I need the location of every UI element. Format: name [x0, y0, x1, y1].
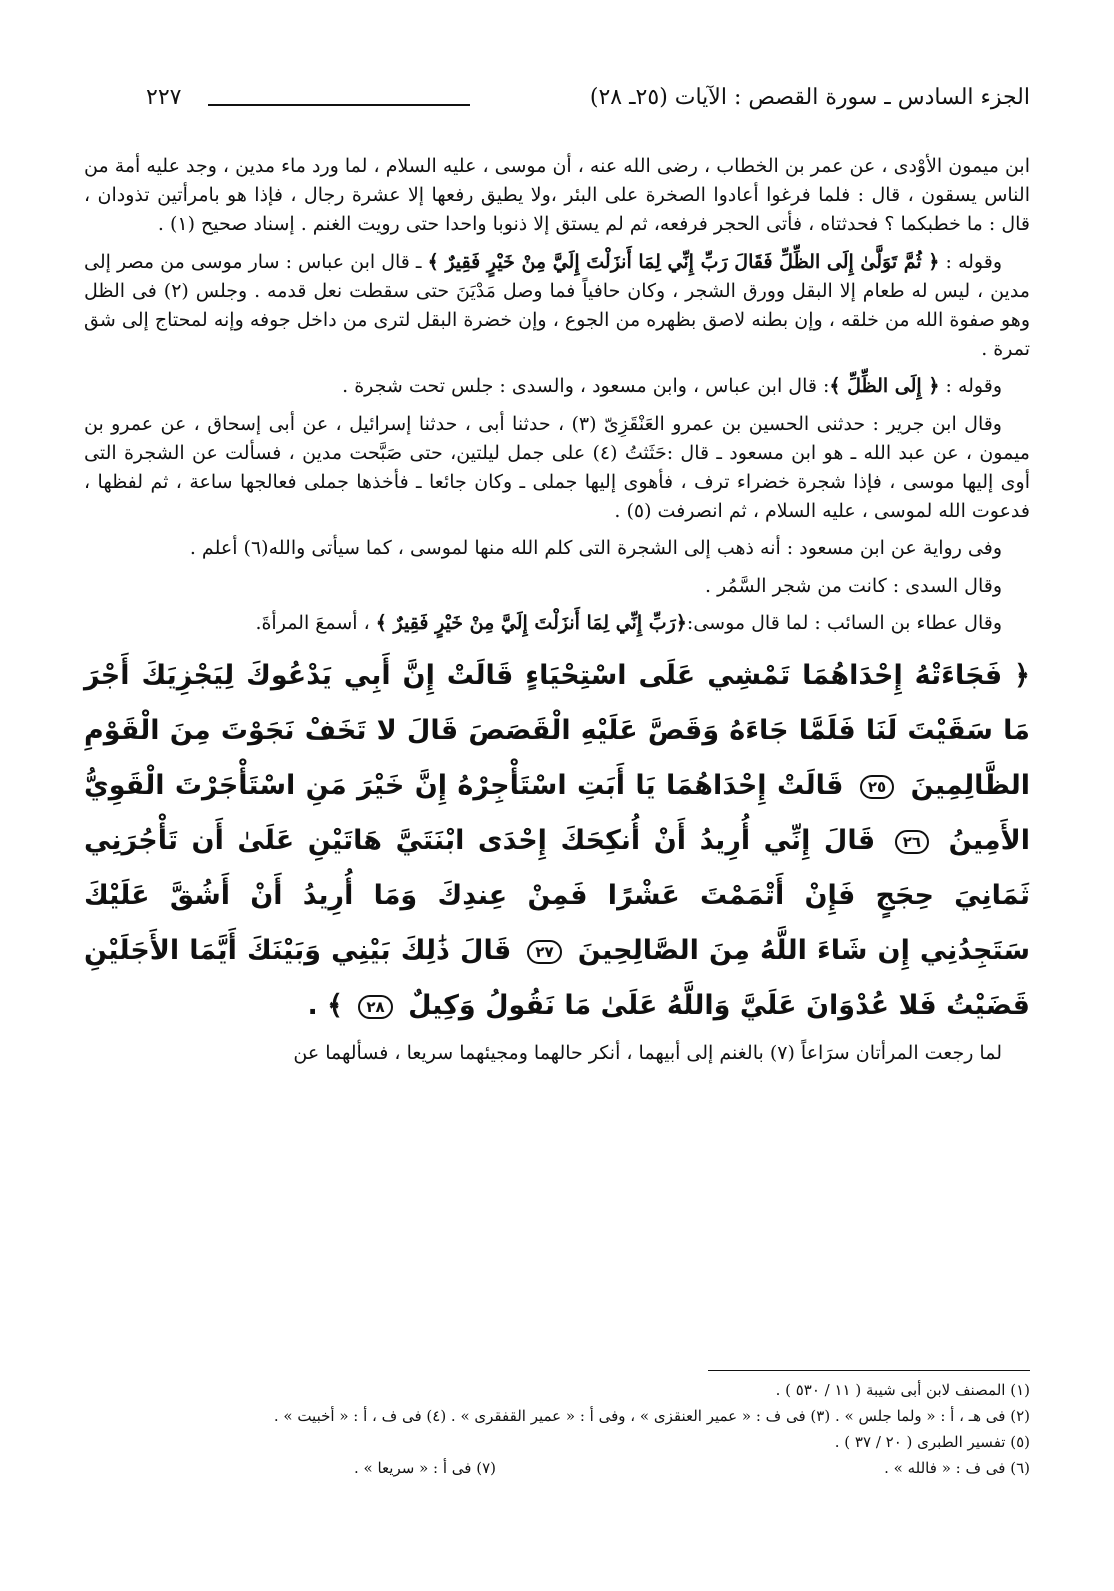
running-header — [146, 78, 1030, 118]
paragraph-3 — [84, 372, 1030, 401]
verse-text: ﴿ فَجَاءَتْهُ إِحْدَاهُمَا تَمْشِي عَلَى اسْتِحْيَاءٍ قَالَتْ إِنَّ أَبِي يَدْعُوكَ لِيَجْزِيَكَ أَجْرَ مَا سَقَيْتَ لَنَا فَلَمَّا جَاءَهُ وَقَصَّ عَلَيْهِ الْقَصَصَ قَالَ لا تَخَفْ نَجَوْتَ مِنَ الْقَوْمِ الظَّالِمِينَ — [84, 660, 1031, 802]
footnote-line: (١) المصنف لابن أبى شيبة ( ١١ / ٥٣٠ ) . — [775, 1381, 1030, 1399]
paragraph-2-commentary: ـ قال ابن عباس : سار موسى من مصر إلى مدين ، ليس له طعام إلا البقل وورق الشجر ، وكان حافياً فما وصل مَدْيَنَ حتى سقطت نعل قدمه . وجلس (٢) فى الظل وهو صفوة الله من خلقه ، وإن بطنه لاصق بظهره من الجوع ، وإن خضرة البقل لترى من داخل جوفه وإنه لمحتاج إلى شق تمرة . — [84, 250, 1030, 361]
quran-verses-block — [84, 648, 1030, 1033]
quran-quote: ﴿ ثُمَّ تَوَلَّىٰ إِلَى الظِّلِّ فَقَالَ رَبِّ إِنِّي لِمَا أَنزَلْتَ إِلَيَّ مِنْ خَيْرٍ فَقِيرٌ ﴾ — [427, 250, 940, 273]
paragraph-2 — [84, 248, 1030, 365]
verse-text: قَالَ ذَٰلِكَ بَيْنِي وَبَيْنَكَ أَيَّمَا الأَجَلَيْنِ قَضَيْتُ فَلا عُدْوَانَ عَلَيَّ وَاللَّهُ عَلَىٰ مَا نَقُولُ وَكِيلٌ — [84, 935, 1030, 1022]
paragraph-3-intro: وقوله : — [939, 375, 1002, 398]
footnotes — [84, 1370, 1030, 1481]
footnote-line — [84, 1455, 1030, 1481]
footnote-line: (٥) تفسير الطبرى ( ٢٠ / ٣٧ ) . — [834, 1433, 1030, 1451]
footnote-rule — [708, 1370, 1030, 1371]
verse-text: قَالَ إِنِّي أُرِيدُ أَنْ أُنكِحَكَ إِحْدَى ابْنَتَيَّ هَاتَيْنِ عَلَىٰ أَن تَأْجُرَنِي ثَمَانِيَ حِجَجٍ فَإِنْ أَتْمَمْتَ عَشْرًا فَمِنْ عِندِكَ وَمَا أُرِيدُ أَنْ أَشُقَّ عَلَيْكَ سَتَجِدُنِي إِن شَاءَ اللَّهُ مِنَ الصَّالِحِينَ — [84, 825, 1031, 967]
paragraph-3-commentary: : قال ابن عباس ، وابن مسعود ، والسدى : جلس تحت شجرة . — [342, 375, 830, 398]
page-body — [84, 152, 1030, 1076]
ayah-number-marker: ٢٨ — [358, 995, 392, 1019]
paragraph-5: وفى رواية عن ابن مسعود : أنه ذهب إلى الشجرة التى كلم الله منها لموسى ، كما سيأتى والله(٦) أعلم . — [189, 537, 1002, 560]
paragraph-7 — [84, 609, 1030, 638]
paragraph-7-commentary: ، أسمعَ المرأةَ. — [255, 611, 376, 634]
paragraph-6: وقال السدى : كانت من شجر السَّمُر . — [704, 574, 1002, 597]
quran-quote: ﴿رَبِّ إِنِّي لِمَا أَنزَلْتَ إِلَيَّ مِنْ خَيْرٍ فَقِيرٌ ﴾ — [375, 611, 687, 634]
header-title: الجزء السادس ـ سورة القصص : الآيات (٢٥ـ ٢٨) — [589, 85, 1030, 110]
footnote-line: (٢) فى هـ ، أ : « ولما جلس » . (٣) فى ف : « عمير العنقزى » ، وفى أ : « عمير القفقرى » . (٤) فى ف ، أ : « أخبيت » . — [273, 1407, 1030, 1425]
footnote-7: (٧) فى أ : « سريعا » . — [354, 1459, 496, 1477]
verse-text: قَالَتْ إِحْدَاهُمَا يَا أَبَتِ اسْتَأْجِرْهُ إِنَّ خَيْرَ مَنِ اسْتَأْجَرْتَ الْقَوِيُّ الأَمِينُ — [84, 770, 1031, 857]
quran-quote: ﴿ إِلَى الظِّلِّ ﴾ — [829, 375, 940, 398]
ayah-number-marker: ٢٥ — [860, 775, 894, 799]
verse-end: ﴾ . — [307, 990, 343, 1022]
ayah-number-marker: ٢٧ — [527, 940, 561, 964]
paragraph-7-intro: وقال عطاء بن السائب : لما قال موسى: — [686, 611, 1002, 634]
footnote-6: (٦) فى ف : « فالله » . — [884, 1459, 1030, 1477]
ayah-number-marker: ٢٦ — [895, 830, 929, 854]
paragraph-1: ابن ميمون الأوْدى ، عن عمر بن الخطاب ، رضى الله عنه ، أن موسى ، عليه السلام ، لما ورد ماء مدين ، وجد عليه أمة من الناس يسقون ، قال : فلما فرغوا أعادوا الصخرة على البئر ،ولا يطيق رفعها إلا عشرة رجال ، فإذا هو بامرأتين تذودان ، قال : ما خطبكما ؟ فحدثتاه ، فأتى الحجر فرفعه، ثم لم يستق إلا ذنوبا واحدا حتى رويت الغنم . إسناد صحيح (١) . — [84, 155, 1030, 236]
header-rule — [208, 104, 470, 106]
closing-paragraph: لما رجعت المرأتان سرَاعاً (٧) بالغنم إلى أبيهما ، أنكر حالهما ومجيئهما سريعا ، فسألهما عن — [293, 1042, 1002, 1065]
page-number: ٢٢٧ — [146, 85, 182, 110]
paragraph-2-intro: وقوله : — [939, 250, 1002, 273]
paragraph-4: وقال ابن جرير : حدثنى الحسين بن عمرو العَنْقَزِىّ (٣) ، حدثنا أبى ، حدثنا إسرائيل ، عن أبى إسحاق ، عن عمرو بن ميمون ، عن عبد الله ـ هو ابن مسعود ـ قال :حَثَثتُ (٤) على جمل ليلتين، حتى صَبَّحت مدين ، فسألت عن الشجرة التى أوى إليها موسى ، فإذا شجرة خضراء ترف ، فأهوى إليها جملى ـ وكان جائعا ـ فأخذها جملى فعالجها ساعة ، ثم لفظها ، فدعوت الله لموسى ، عليه السلام ، ثم انصرفت (٥) . — [84, 412, 1030, 523]
